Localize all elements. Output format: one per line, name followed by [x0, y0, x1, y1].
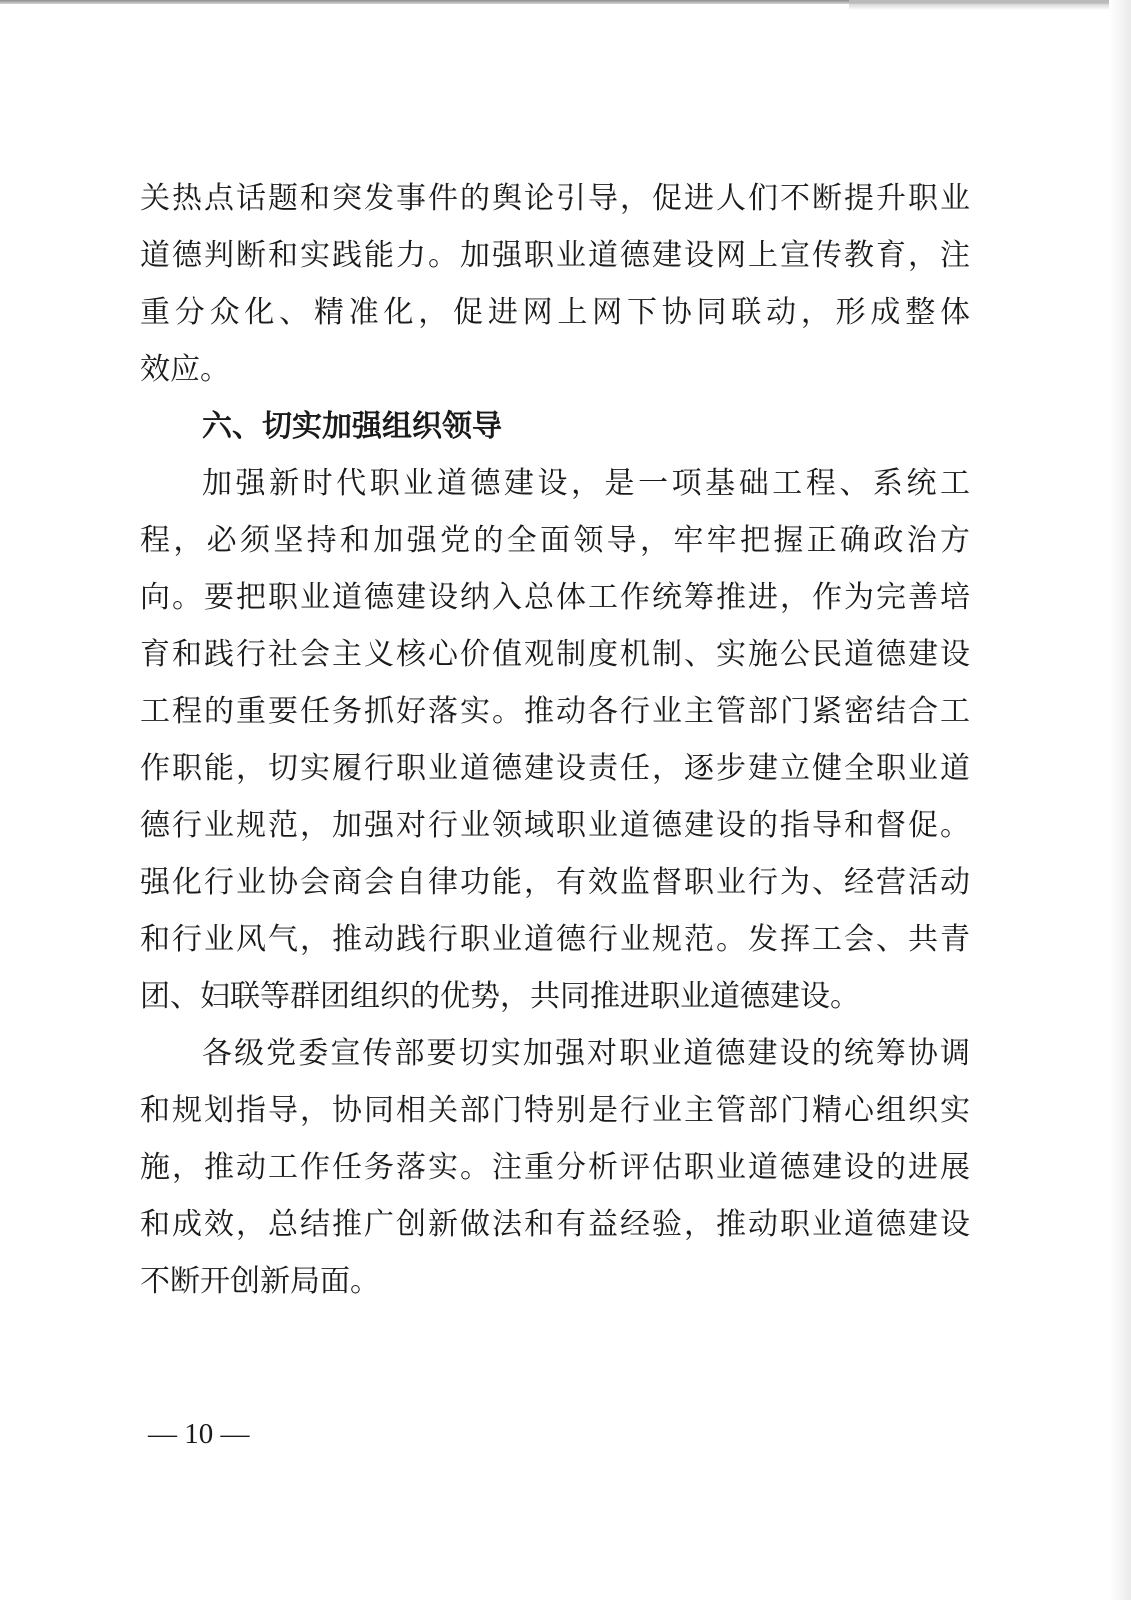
paragraph-line: 程，必须坚持和加强党的全面领导，牢牢把握正确政治方	[140, 523, 970, 558]
paragraph-3	[140, 1025, 970, 1310]
page-number: — 10 —	[148, 1418, 250, 1450]
paragraph-line: 关热点话题和突发事件的舆论引导，促进人们不断提升职业	[140, 181, 970, 216]
paragraph-line: 工程的重要任务抓好落实。推动各行业主管部门紧密结合工	[140, 694, 970, 729]
paragraph-line: 加强新时代职业道德建设，是一项基础工程、系统工	[202, 466, 970, 501]
paragraph-1	[140, 170, 970, 398]
paragraph-line: 强化行业协会商会自律功能，有效监督职业行为、经营活动	[140, 865, 970, 900]
paragraph-line: 作职能，切实履行职业道德建设责任，逐步建立健全职业道	[140, 751, 970, 786]
paragraph-line: 各级党委宣传部要切实加强对职业道德建设的统筹协调	[202, 1036, 970, 1071]
paragraph-line: 向。要把职业道德建设纳入总体工作统筹推进，作为完善培	[140, 580, 970, 615]
paragraph-line: 效应。	[140, 352, 230, 387]
paragraph-line: 和成效，总结推广创新做法和有益经验，推动职业道德建设	[140, 1207, 970, 1242]
paragraph-line: 和行业风气，推动践行职业道德行业规范。发挥工会、共青	[140, 922, 970, 957]
paragraph-line: 德行业规范，加强对行业领域职业道德建设的指导和督促。	[140, 808, 970, 843]
paragraph-line: 施，推动工作任务落实。注重分析评估职业道德建设的进展	[140, 1150, 970, 1185]
scan-edge-right	[1109, 0, 1131, 1600]
paragraph-2	[140, 455, 970, 1025]
paragraph-line: 不断开创新局面。	[140, 1264, 380, 1299]
document-body	[140, 170, 970, 1310]
section-heading: 六、切实加强组织领导	[202, 409, 502, 444]
paragraph-line: 道德判断和实践能力。加强职业道德建设网上宣传教育，注	[140, 238, 970, 273]
paragraph-line: 团、妇联等群团组织的优势，共同推进职业道德建设。	[140, 979, 860, 1014]
paragraph-line: 和规划指导，协同相关部门特别是行业主管部门精心组织实	[140, 1093, 970, 1128]
scan-shadow	[849, 0, 1109, 10]
paragraph-line: 重分众化、精准化，促进网上网下协同联动，形成整体	[140, 295, 970, 330]
paragraph-line: 育和践行社会主义核心价值观制度机制、实施公民道德建设	[140, 637, 970, 672]
